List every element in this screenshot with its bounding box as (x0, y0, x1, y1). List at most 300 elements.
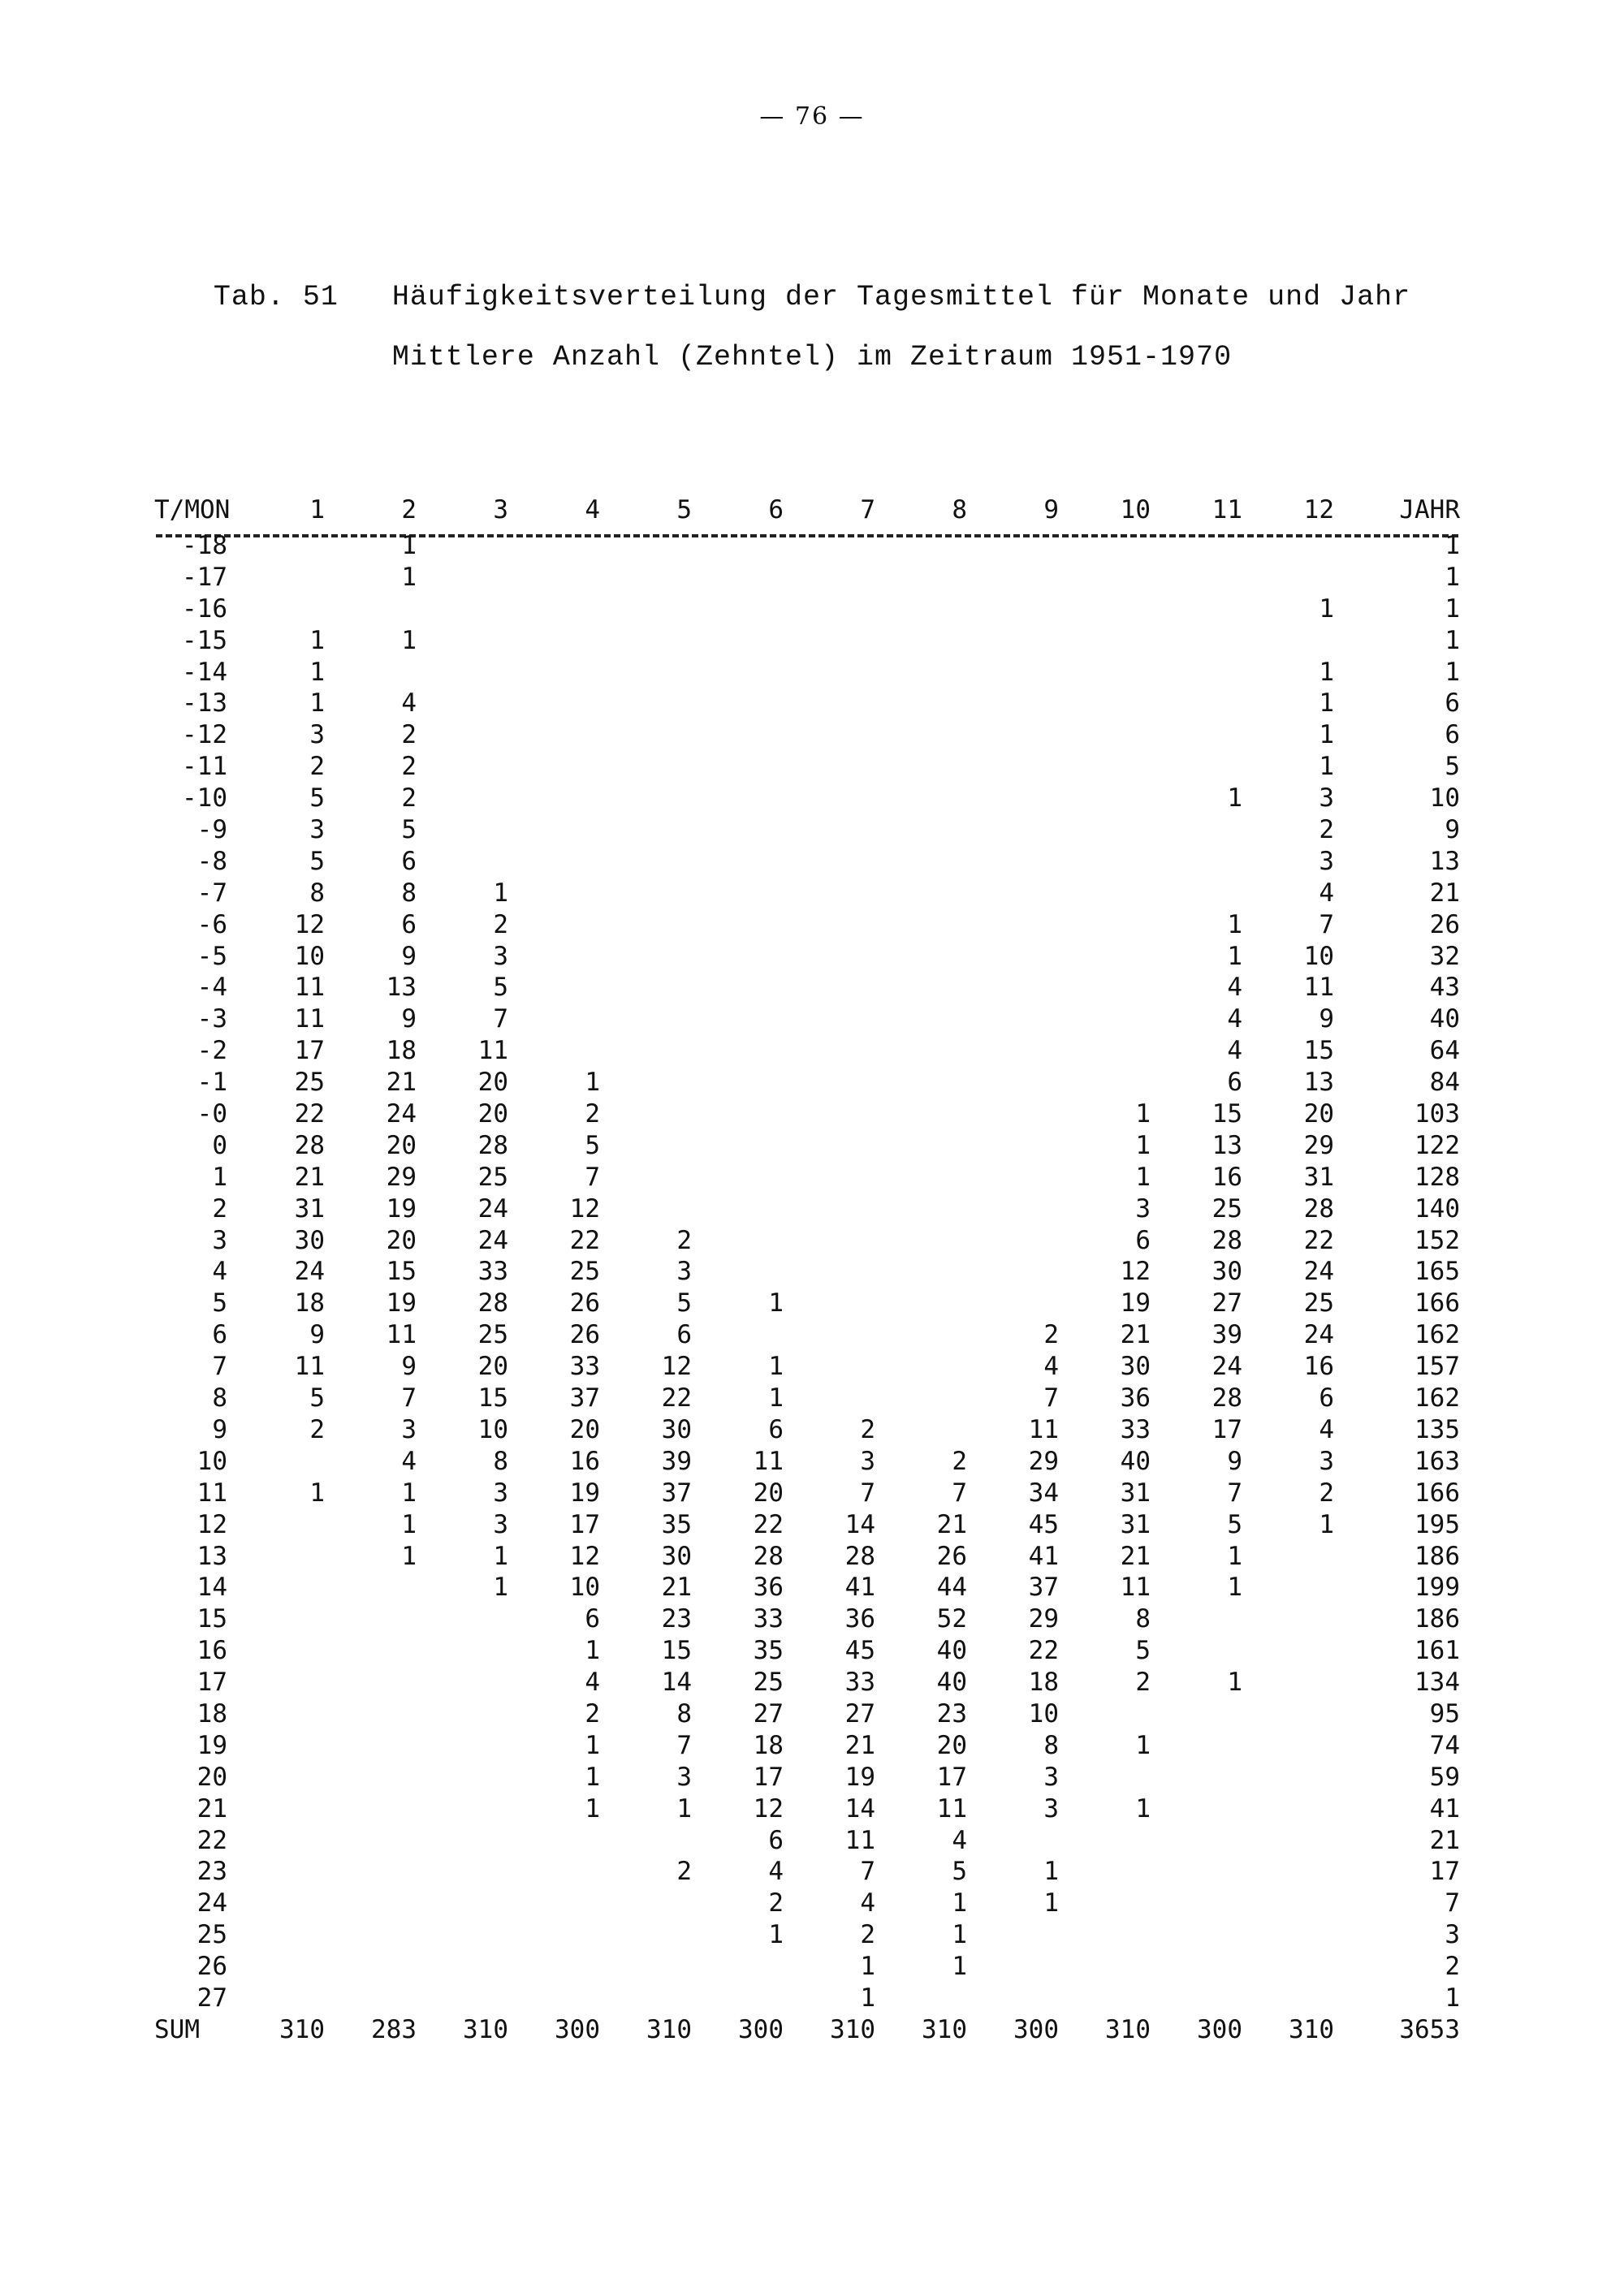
row-label: 17 (197, 1668, 227, 1698)
table-cell: 10 (1429, 783, 1460, 814)
table-cell: 39 (661, 1446, 692, 1476)
table-cell: 19 (386, 1193, 417, 1224)
table-cell: 4 (585, 1668, 600, 1698)
row-label: -2 (197, 1036, 227, 1066)
page-number: — 76 — (759, 102, 865, 131)
table-cell: 1 (401, 1478, 417, 1508)
table-row (154, 1004, 1468, 1036)
table-cell: 28 (753, 1541, 784, 1571)
table-cell: 9 (1445, 815, 1460, 845)
table-cell: 1 (493, 1573, 508, 1603)
row-label: 4 (212, 1257, 227, 1287)
table-row (154, 1194, 1468, 1226)
table-cell: 23 (661, 1604, 692, 1634)
table-cell: 10 (1028, 1698, 1059, 1728)
table-cell: 15 (1212, 1099, 1242, 1129)
row-label: 7 (212, 1352, 227, 1382)
table-cell: 1 (309, 1478, 325, 1508)
table-cell: 25 (1303, 1288, 1334, 1318)
table-cell: 52 (936, 1604, 967, 1634)
row-label: -0 (197, 1099, 227, 1129)
table-row (154, 1888, 1468, 1920)
row-label: -9 (197, 815, 227, 845)
table-cell: 3 (1445, 1920, 1460, 1950)
table-cell: 1 (1319, 657, 1334, 687)
row-label: -13 (182, 688, 227, 719)
row-label: 13 (197, 1541, 227, 1571)
table-cell: 26 (1429, 909, 1460, 939)
column-header: 4 (585, 495, 600, 524)
table-cell: 12 (661, 1352, 692, 1382)
table-cell: 2 (860, 1920, 875, 1950)
table-cell: 28 (477, 1130, 508, 1160)
table-cell: 33 (477, 1257, 508, 1287)
table-cell: 152 (1415, 1225, 1460, 1255)
table-cell: 5 (585, 1130, 600, 1160)
table-cell: 33 (844, 1668, 875, 1698)
table-row (154, 1163, 1468, 1194)
table-cell: 31 (1120, 1478, 1151, 1508)
row-label: 27 (197, 1983, 227, 2013)
column-header: 1 (309, 495, 325, 524)
table-cell: 1 (952, 1952, 967, 1982)
table-cell: 3 (1043, 1762, 1059, 1792)
column-header-label: T/MON (154, 495, 231, 524)
table-cell: 3 (860, 1446, 875, 1476)
table-cell: 11 (294, 973, 325, 1003)
table-cell: 4 (952, 1825, 967, 1855)
table-cell: 16 (569, 1446, 600, 1476)
row-label: 20 (197, 1762, 227, 1792)
table-cell: 40 (1429, 1004, 1460, 1034)
table-row (154, 563, 1468, 594)
table-row (154, 878, 1468, 910)
table-cell: 25 (477, 1320, 508, 1350)
table-cell: 134 (1415, 1668, 1460, 1698)
column-header: 8 (952, 495, 967, 524)
table-cell: 1 (676, 1793, 692, 1823)
table-cell: 4 (1319, 1414, 1334, 1444)
table-cell: 163 (1415, 1446, 1460, 1476)
table-cell: 28 (1212, 1383, 1242, 1413)
row-label: 10 (197, 1446, 227, 1476)
table-cell: 21 (936, 1509, 967, 1539)
table-cell: 36 (844, 1604, 875, 1634)
table-cell: 1 (401, 531, 417, 560)
table-cell: 5 (309, 846, 325, 876)
table-cell: 166 (1415, 1288, 1460, 1318)
table-row (154, 1794, 1468, 1826)
row-label: -15 (182, 625, 227, 655)
table-row (154, 783, 1468, 815)
row-label: 26 (197, 1952, 227, 1982)
column-header: 9 (1043, 495, 1059, 524)
table-cell: 1 (1319, 688, 1334, 719)
table-cell: 40 (1120, 1446, 1151, 1476)
table-cell: 28 (844, 1541, 875, 1571)
table-cell: 1 (1319, 720, 1334, 750)
table-cell: 6 (768, 1414, 784, 1444)
row-label: -14 (182, 657, 227, 687)
table-cell: 45 (1028, 1509, 1059, 1539)
table-cell: 12 (569, 1193, 600, 1224)
table-cell: 35 (753, 1636, 784, 1666)
table-cell: 1 (1445, 531, 1460, 560)
table-cell: 6 (1445, 688, 1460, 719)
table-cell: 74 (1429, 1730, 1460, 1760)
table-cell: 1 (585, 1730, 600, 1760)
table-cell: 5 (1135, 1636, 1151, 1666)
table-cell: 6 (1445, 720, 1460, 750)
table-cell: 11 (753, 1446, 784, 1476)
table-cell: 162 (1415, 1320, 1460, 1350)
table-cell: 1 (1135, 1730, 1151, 1760)
table-row (154, 1763, 1468, 1794)
row-label: 22 (197, 1825, 227, 1855)
column-header: 5 (676, 495, 692, 524)
column-header: 10 (1120, 495, 1151, 524)
table-cell: 310 (279, 2014, 325, 2044)
table-cell: 2 (493, 909, 508, 939)
table-cell: 30 (1212, 1257, 1242, 1287)
table-row (154, 1857, 1468, 1888)
table-cell: 1 (860, 1983, 875, 2013)
row-label: 5 (212, 1288, 227, 1318)
table-cell: 1 (309, 688, 325, 719)
table-cell: 26 (569, 1288, 600, 1318)
column-header: 2 (401, 495, 417, 524)
table-cell: 12 (1120, 1257, 1151, 1287)
table-cell: 3 (676, 1762, 692, 1792)
table-cell: 195 (1415, 1509, 1460, 1539)
table-cell: 310 (830, 2014, 875, 2044)
table-cell: 24 (386, 1099, 417, 1129)
table-cell: 18 (753, 1730, 784, 1760)
table-cell: 165 (1415, 1257, 1460, 1287)
table-cell: 2 (309, 752, 325, 782)
table-cell: 2 (676, 1857, 692, 1887)
table-cell: 5 (309, 1383, 325, 1413)
table-cell: 19 (569, 1478, 600, 1508)
table-cell: 9 (1319, 1004, 1334, 1034)
table-cell: 22 (1028, 1636, 1059, 1666)
table-row (154, 752, 1468, 783)
table-cell: 84 (1429, 1068, 1460, 1098)
table-cell: 30 (294, 1225, 325, 1255)
table-cell: 1 (585, 1762, 600, 1792)
table-cell: 4 (1227, 973, 1242, 1003)
table-cell: 1 (1135, 1162, 1151, 1192)
row-label: -10 (182, 783, 227, 814)
table-cell: 7 (860, 1478, 875, 1508)
table-cell: 3653 (1399, 2014, 1460, 2044)
table-cell: 1 (1445, 657, 1460, 687)
table-cell: 9 (309, 1320, 325, 1350)
table-cell: 310 (1289, 2014, 1334, 2044)
table-cell: 21 (844, 1730, 875, 1760)
table-cell: 22 (1303, 1225, 1334, 1255)
table-cell: 6 (1135, 1225, 1151, 1255)
table-cell: 5 (401, 815, 417, 845)
table-cell: 186 (1415, 1541, 1460, 1571)
table-cell: 19 (1120, 1288, 1151, 1318)
table-cell: 29 (1028, 1604, 1059, 1634)
table-row (154, 720, 1468, 752)
table-cell: 2 (676, 1225, 692, 1255)
column-header: 11 (1212, 495, 1242, 524)
table-cell: 7 (585, 1162, 600, 1192)
table-cell: 17 (1429, 1857, 1460, 1887)
sum-row (154, 2015, 1468, 2047)
table-row (154, 626, 1468, 658)
table-cell: 22 (661, 1383, 692, 1413)
table-cell: 8 (1135, 1604, 1151, 1634)
row-label: -1 (197, 1068, 227, 1098)
table-cell: 7 (1043, 1383, 1059, 1413)
table-cell: 30 (661, 1414, 692, 1444)
table-cell: 15 (1303, 1036, 1334, 1066)
table-cell: 37 (569, 1383, 600, 1413)
table-cell: 7 (860, 1857, 875, 1887)
table-cell: 1 (309, 657, 325, 687)
table-cell: 1 (768, 1352, 784, 1382)
table-cell: 28 (1212, 1225, 1242, 1255)
table-row (154, 1226, 1468, 1258)
table-cell: 7 (1445, 1888, 1460, 1918)
table-cell: 9 (401, 941, 417, 971)
table-cell: 21 (1429, 1825, 1460, 1855)
table-row (154, 1131, 1468, 1163)
table-cell: 25 (477, 1162, 508, 1192)
table-cell: 23 (936, 1698, 967, 1728)
column-header: JAHR (1399, 495, 1460, 524)
table-cell: 199 (1415, 1573, 1460, 1603)
table-cell: 26 (569, 1320, 600, 1350)
table-row (154, 942, 1468, 973)
row-label: 11 (197, 1478, 227, 1508)
table-cell: 6 (1227, 1068, 1242, 1098)
table-cell: 135 (1415, 1414, 1460, 1444)
table-cell: 2 (860, 1414, 875, 1444)
table-cell: 40 (936, 1636, 967, 1666)
table-cell: 64 (1429, 1036, 1460, 1066)
row-label: 12 (197, 1509, 227, 1539)
table-cell: 10 (1303, 941, 1334, 971)
table-cell: 2 (1319, 1478, 1334, 1508)
table-cell: 15 (477, 1383, 508, 1413)
row-label: -4 (197, 973, 227, 1003)
table-cell: 103 (1415, 1099, 1460, 1129)
table-cell: 11 (294, 1004, 325, 1034)
table-cell: 27 (1212, 1288, 1242, 1318)
table-cell: 1 (1135, 1793, 1151, 1823)
table-cell: 128 (1415, 1162, 1460, 1192)
table-cell: 24 (477, 1225, 508, 1255)
table-cell: 7 (493, 1004, 508, 1034)
row-label: 25 (197, 1920, 227, 1950)
table-cell: 21 (1120, 1320, 1151, 1350)
table-cell: 4 (1227, 1036, 1242, 1066)
table-cell: 5 (1227, 1509, 1242, 1539)
table-cell: 4 (401, 1446, 417, 1476)
table-cell: 3 (676, 1257, 692, 1287)
table-cell: 10 (294, 941, 325, 971)
table-cell: 3 (493, 1478, 508, 1508)
column-header: 6 (768, 495, 784, 524)
table-cell: 41 (1028, 1541, 1059, 1571)
table-cell: 1 (1319, 593, 1334, 624)
row-label: -6 (197, 909, 227, 939)
table-cell: 22 (294, 1099, 325, 1129)
table-row (154, 1573, 1468, 1604)
table-cell: 6 (768, 1825, 784, 1855)
table-header-row (154, 495, 1468, 531)
table-cell: 20 (477, 1352, 508, 1382)
row-label: SUM (154, 2014, 200, 2044)
table-cell: 21 (386, 1068, 417, 1098)
table-cell: 41 (1429, 1793, 1460, 1823)
table-row (154, 1257, 1468, 1288)
table-cell: 6 (676, 1320, 692, 1350)
table-cell: 8 (1043, 1730, 1059, 1760)
table-cell: 15 (661, 1636, 692, 1666)
table-cell: 36 (1120, 1383, 1151, 1413)
table-cell: 1 (1445, 562, 1460, 592)
table-cell: 300 (555, 2014, 600, 2044)
table-cell: 20 (477, 1068, 508, 1098)
row-label: -7 (197, 878, 227, 908)
table-cell: 24 (1212, 1352, 1242, 1382)
table-cell: 21 (661, 1573, 692, 1603)
table-cell: 3 (493, 941, 508, 971)
row-label: 18 (197, 1698, 227, 1728)
table-cell: 24 (1303, 1257, 1334, 1287)
table-cell: 310 (1105, 2014, 1151, 2044)
table-cell: 4 (768, 1857, 784, 1887)
table-cell: 3 (401, 1414, 417, 1444)
table-cell: 1 (1445, 625, 1460, 655)
table-cell: 2 (401, 783, 417, 814)
table-cell: 4 (1319, 878, 1334, 908)
table-row (154, 815, 1468, 847)
table-cell: 44 (936, 1573, 967, 1603)
frequency-table (154, 495, 1468, 2047)
table-cell: 1 (1319, 1509, 1334, 1539)
table-cell: 25 (294, 1068, 325, 1098)
table-cell: 11 (294, 1352, 325, 1382)
table-cell: 1 (1319, 752, 1334, 782)
table-row (154, 1542, 1468, 1573)
table-cell: 19 (386, 1288, 417, 1318)
table-cell: 1 (1227, 909, 1242, 939)
table-row (154, 973, 1468, 1004)
table-cell: 2 (1043, 1320, 1059, 1350)
table-cell: 28 (1303, 1193, 1334, 1224)
table-cell: 1 (1445, 1983, 1460, 2013)
table-title: Tab. 51 Häufigkeitsverteilung der Tagesmittel für Monate und Jahr (213, 281, 1411, 313)
table-cell: 161 (1415, 1636, 1460, 1666)
row-label: 24 (197, 1888, 227, 1918)
table-cell: 1 (585, 1793, 600, 1823)
table-row (154, 1447, 1468, 1478)
table-cell: 5 (676, 1288, 692, 1318)
table-cell: 11 (477, 1036, 508, 1066)
table-cell: 13 (1429, 846, 1460, 876)
column-header: 7 (860, 495, 875, 524)
table-row (154, 531, 1468, 563)
table-cell: 140 (1415, 1193, 1460, 1224)
table-cell: 35 (661, 1509, 692, 1539)
table-cell: 3 (309, 720, 325, 750)
table-cell: 1 (309, 625, 325, 655)
table-row (154, 1415, 1468, 1447)
row-label: 14 (197, 1573, 227, 1603)
table-cell: 9 (1227, 1446, 1242, 1476)
table-cell: 13 (1212, 1130, 1242, 1160)
table-cell: 14 (844, 1793, 875, 1823)
table-cell: 2 (952, 1446, 967, 1476)
table-row (154, 1604, 1468, 1636)
table-cell: 1 (1227, 1541, 1242, 1571)
table-row (154, 1478, 1468, 1510)
table-cell: 310 (463, 2014, 508, 2044)
table-cell: 25 (1212, 1193, 1242, 1224)
table-row (154, 1068, 1468, 1099)
table-row (154, 910, 1468, 942)
table-cell: 2 (309, 1414, 325, 1444)
table-cell: 33 (753, 1604, 784, 1634)
table-cell: 4 (1043, 1352, 1059, 1382)
table-row (154, 1099, 1468, 1131)
table-cell: 28 (294, 1130, 325, 1160)
row-label: 6 (212, 1320, 227, 1350)
table-cell: 59 (1429, 1762, 1460, 1792)
table-cell: 3 (1319, 1446, 1334, 1476)
table-cell: 6 (401, 846, 417, 876)
table-cell: 7 (1319, 909, 1334, 939)
row-label: 15 (197, 1604, 227, 1634)
table-cell: 17 (1212, 1414, 1242, 1444)
table-cell: 18 (386, 1036, 417, 1066)
table-cell: 22 (753, 1509, 784, 1539)
table-cell: 7 (676, 1730, 692, 1760)
table-cell: 9 (401, 1004, 417, 1034)
table-cell: 5 (1445, 752, 1460, 782)
table-cell: 2 (585, 1698, 600, 1728)
table-cell: 14 (661, 1668, 692, 1698)
table-cell: 34 (1028, 1478, 1059, 1508)
table-cell: 17 (569, 1509, 600, 1539)
table-cell: 1 (1227, 1573, 1242, 1603)
table-row (154, 1699, 1468, 1731)
table-row (154, 1826, 1468, 1858)
table-cell: 1 (1043, 1857, 1059, 1887)
table-cell: 24 (1303, 1320, 1334, 1350)
table-cell: 43 (1429, 973, 1460, 1003)
table-cell: 18 (1028, 1668, 1059, 1698)
table-cell: 1 (1043, 1888, 1059, 1918)
row-label: 2 (212, 1193, 227, 1224)
table-cell: 11 (1028, 1414, 1059, 1444)
table-cell: 4 (1227, 1004, 1242, 1034)
table-cell: 28 (477, 1288, 508, 1318)
table-cell: 300 (738, 2014, 784, 2044)
table-cell: 1 (585, 1068, 600, 1098)
table-cell: 16 (1303, 1352, 1334, 1382)
table-row (154, 1320, 1468, 1352)
table-row (154, 658, 1468, 689)
table-cell: 2 (401, 752, 417, 782)
